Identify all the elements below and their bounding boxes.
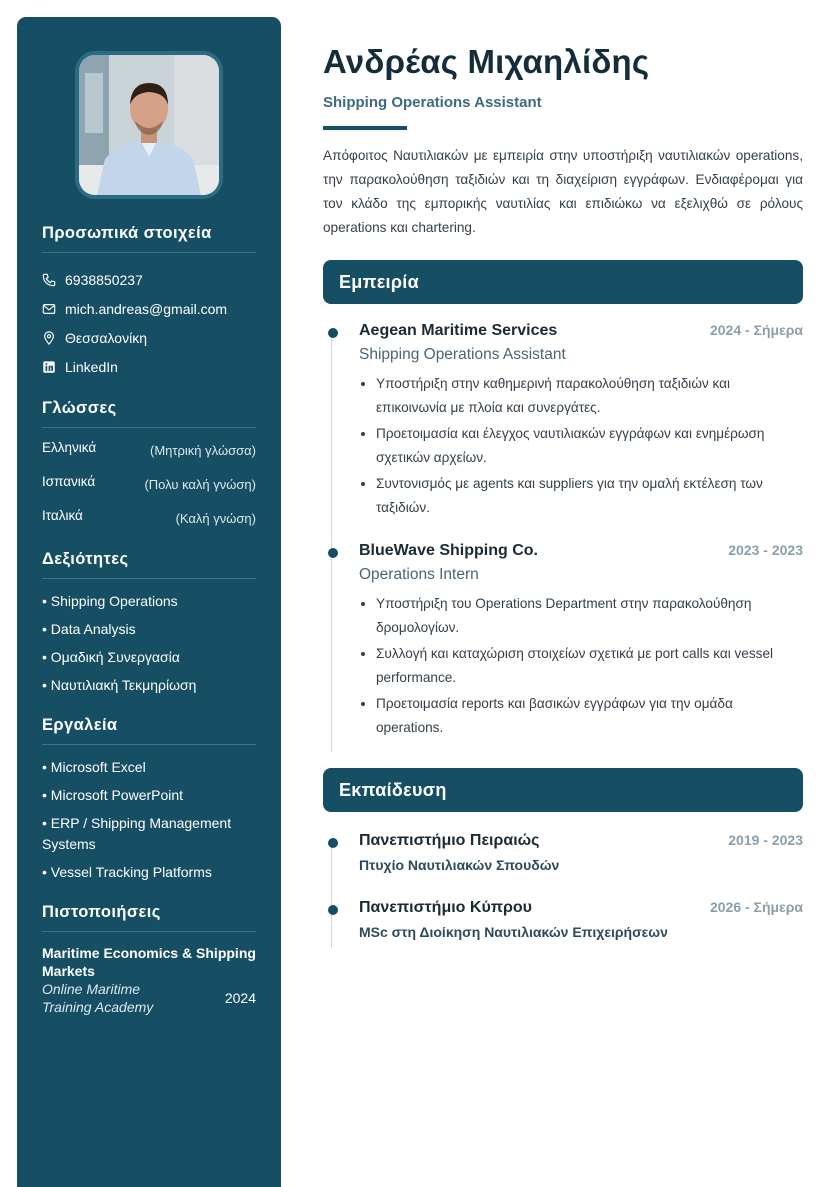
email-row — [42, 294, 256, 323]
timeline-dot — [328, 905, 338, 915]
entry-header — [359, 899, 803, 917]
sidebar — [17, 17, 281, 1187]
languages-heading: Γλώσσες — [42, 399, 256, 428]
language-item — [42, 474, 256, 508]
timeline-dot — [328, 548, 338, 558]
timeline-dot — [328, 838, 338, 848]
duty-item: • Υποστήριξη στην καθημερινή παρακολούθηση ταξιδιών και επικοινωνία με πλοία και συνεργάτες. — [376, 372, 803, 420]
language-level: (Καλή γνώση) — [175, 511, 256, 526]
skill-item: • Ναυτιλιακή Τεκμηρίωση — [42, 677, 197, 693]
personal-info-heading: Προσωπικά στοιχεία — [42, 224, 256, 253]
entry-dates: 2019 - 2023 — [728, 832, 803, 848]
profile-photo — [79, 55, 219, 195]
tool-item: • Vessel Tracking Platforms — [42, 864, 212, 880]
duty-item: • Συντονισμός με agents και suppliers για την ομαλή εκτέλεση των ταξιδιών. — [376, 472, 803, 520]
school-name: Πανεπιστήμιο Πειραιώς — [359, 832, 540, 849]
phone-icon — [42, 273, 56, 287]
entry-header — [359, 542, 803, 560]
tool-item: • Microsoft Excel — [42, 759, 146, 775]
degree-title: MSc στη Διοίκηση Ναυτιλιακών Επιχειρήσεων — [359, 924, 668, 940]
tool-item: • Microsoft PowerPoint — [42, 787, 184, 803]
position-title: Operations Intern — [359, 566, 479, 583]
location-row — [42, 323, 256, 352]
entry-header — [359, 832, 803, 850]
language-name: Ισπανικά — [42, 474, 96, 489]
language-item — [42, 440, 256, 474]
certification-title: Maritime Economics & Shipping Markets — [42, 945, 256, 979]
experience-entry — [359, 322, 803, 520]
language-name: Ιταλικά — [42, 508, 83, 523]
main-content — [323, 40, 803, 948]
duty-item: • Προετοιμασία και έλεγχος ναυτιλιακών εγγράφων και ενημέρωση σχετικών αρχείων. — [376, 422, 803, 470]
location-text: Θεσσαλονίκη — [65, 329, 147, 346]
duty-item: • Συλλογή και καταχώριση στοιχείων σχετικά με port calls και vessel performance. — [376, 642, 803, 690]
language-item — [42, 508, 256, 542]
entry-dates: 2026 - Σήμερα — [709, 899, 803, 915]
linkedin-link[interactable]: LinkedIn — [65, 358, 118, 375]
duties-list — [359, 592, 803, 740]
duty-item: • Υποστήριξη του Operations Department στην παρακολούθηση δρομολογίων. — [376, 592, 803, 640]
language-level: (Πολυ καλή γνώση) — [144, 477, 256, 492]
degree-title: Πτυχίο Ναυτιλιακών Σπουδών — [359, 857, 560, 873]
school-name: Πανεπιστήμιο Κύπρου — [359, 899, 532, 916]
experience-timeline — [323, 322, 803, 752]
certifications-heading: Πιστοποιήσεις — [42, 903, 256, 932]
timeline-dot — [328, 328, 338, 338]
education-timeline — [323, 832, 803, 948]
profile-summary: Απόφοιτος Ναυτιλιακών με εμπειρία στην υποστήριξη ναυτιλιακών operations, την παρακολούθηση ταξιδιών και τη διαχείριση εγγράφων. Ενδιαφέρομαι για τον κλάδο της εμπορικής ναυτιλίας και επιδιώκω να εξελιχθώ σε ρόλους operations και chartering. — [323, 148, 803, 235]
entry-header — [359, 322, 803, 340]
certification-org: Online Maritime Training Academy — [42, 981, 154, 1015]
experience-entry — [359, 542, 803, 740]
education-entry — [359, 832, 803, 873]
full-name: Ανδρέας Μιχαηλίδης — [323, 43, 650, 80]
phone-number: 6938850237 — [65, 271, 143, 288]
tools-heading: Εργαλεία — [42, 716, 256, 745]
phone-row — [42, 265, 256, 294]
mail-icon — [42, 302, 56, 316]
company-name: Aegean Maritime Services — [359, 322, 558, 339]
entry-dates: 2024 - Σήμερα — [709, 322, 803, 338]
skill-item: • Shipping Operations — [42, 593, 178, 609]
language-level: (Μητρική γλώσσα) — [150, 443, 256, 458]
skills-heading: Δεξιότητες — [42, 550, 256, 579]
certification-meta — [42, 980, 256, 1016]
entry-dates: 2023 - 2023 — [728, 542, 803, 558]
education-heading: Εκπαίδευση — [323, 768, 803, 812]
company-name: BlueWave Shipping Co. — [359, 542, 538, 559]
email-address: mich.andreas@gmail.com — [65, 300, 228, 317]
skill-item: • Data Analysis — [42, 621, 136, 637]
position-title: Shipping Operations Assistant — [359, 346, 566, 363]
profile-photo-frame — [75, 51, 223, 199]
duties-list — [359, 372, 803, 520]
linkedin-row[interactable] — [42, 352, 256, 381]
location-pin-icon — [42, 331, 56, 345]
title-accent-divider — [323, 126, 407, 130]
certification-item — [42, 944, 256, 1016]
experience-heading: Εμπειρία — [323, 260, 803, 304]
timeline-line — [331, 330, 332, 752]
duty-item: • Προετοιμασία reports και βασικών εγγράφων για την ομάδα operations. — [376, 692, 803, 740]
language-name: Ελληνικά — [42, 440, 97, 455]
linkedin-icon — [42, 360, 56, 374]
job-title: Shipping Operations Assistant — [323, 94, 542, 111]
certification-year: 2024 — [224, 990, 256, 1006]
sidebar-content — [42, 224, 256, 1016]
tool-item: • ERP / Shipping Management Systems — [42, 815, 232, 852]
education-entry — [359, 899, 803, 940]
skill-item: • Ομαδική Συνεργασία — [42, 649, 180, 665]
timeline-line — [331, 840, 332, 948]
